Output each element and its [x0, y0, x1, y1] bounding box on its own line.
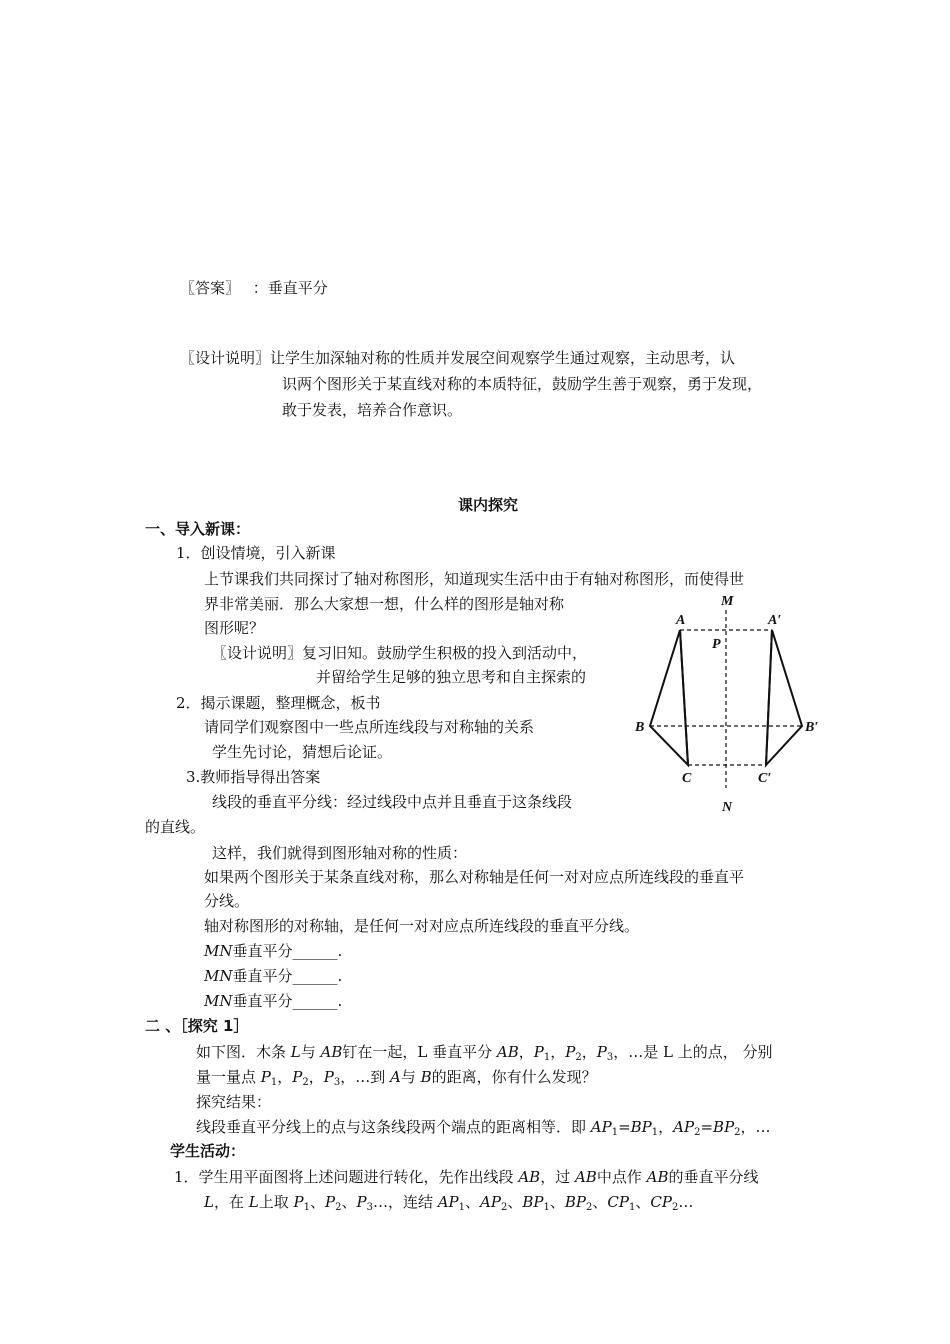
- paragraph-line: 界非常美丽．那么大家想一想，什么样的图形是轴对称: [204, 595, 565, 613]
- definition-line: 线段的垂直平分线：经过线段中点并且垂直于这条线段: [212, 793, 573, 811]
- label-c: C: [682, 771, 692, 786]
- item-3: 3.教师指导得出答案: [186, 768, 321, 786]
- design-note-line: 敢于发表，培养合作意识。: [282, 401, 463, 419]
- result-line: 线段垂直平分线上的点与这条线段两个端点的距离相等．即 $AP_1=BP_1$，$AP_2=BP_2$，…: [196, 1118, 771, 1138]
- fill-blank-line: MN垂直平分______.: [204, 942, 343, 960]
- fill-blank-line: MN垂直平分______.: [204, 967, 343, 985]
- exploration-line: 量一量点 $P_1$，$P_2$，$P_3$，…到 A与 B的距离，你有什么发现？: [196, 1068, 597, 1088]
- activity-line: 1．学生用平面图将上述问题进行转化，先作出线段 AB，过 AB中点作 AB的垂直平分线: [174, 1168, 759, 1186]
- label-b: B: [635, 720, 645, 735]
- label-a: A: [676, 613, 686, 628]
- paragraph-line: 学生先讨论，猜想后论证。: [212, 743, 393, 761]
- property-line: 分线。: [204, 892, 250, 910]
- design-note-label: 〖设计说明〗: [180, 349, 271, 367]
- exploration-line: 如下图．木条 L与 AB钉在一起，L 垂直平分 AB，$P_1$，$P_2$，$P_3$，…是 L 上的点， 分别: [196, 1043, 773, 1063]
- design-note-1: 〖设计说明〗让学生加深轴对称的性质并发展空间观察学生通过观察，主动思考，认: [180, 349, 736, 367]
- answer-text: ：垂直平分: [252, 279, 328, 297]
- definition-line: 的直线。: [145, 818, 206, 836]
- property-line: 如果两个图形关于某条直线对称，那么对称轴是任何一对对应点所连线段的垂直平: [204, 868, 745, 886]
- paragraph-line: 这样，我们就得到图形轴对称的性质：: [212, 844, 468, 862]
- label-b-prime: B′: [805, 720, 819, 735]
- fill-blank-line: MN垂直平分______.: [204, 992, 343, 1010]
- item-1: 1．创设情境，引入新课: [176, 544, 336, 562]
- property-line: 轴对称图形的对称轴，是任何一对对应点所连线段的垂直平分线。: [204, 917, 640, 935]
- part2-heading: 二 、［探究 1］: [145, 1017, 249, 1035]
- symmetry-figure: [630, 590, 830, 815]
- item-2: 2．揭示课题，整理概念，板书: [176, 694, 381, 712]
- section-title: 课内探究: [458, 496, 519, 514]
- paragraph-line: 图形呢？: [204, 619, 265, 637]
- label-n: N: [722, 800, 733, 815]
- answer-label: 〖答案〗: [180, 279, 241, 297]
- label-p: P: [712, 637, 721, 652]
- part1-heading: 一、导入新课：: [145, 520, 251, 538]
- activity-line: L，在 L上取 $P_1$、$P_2$、$P_3\dots$，连结 $AP_1$、$AP_2$、$BP_1$、$BP_2$、$CP_1$、$CP_2\dots$: [204, 1193, 694, 1213]
- label-m: M: [721, 594, 734, 609]
- activity-heading: 学生活动：: [170, 1142, 246, 1160]
- label-a-prime: A′: [768, 613, 782, 628]
- answer-line: [180, 277, 328, 299]
- triangle-abc: [650, 630, 688, 765]
- paragraph-line: 上节课我们共同探讨了轴对称图形，知道现实生活中由于有轴对称图形，而使得世: [204, 570, 745, 588]
- result-label: 探究结果：: [196, 1093, 272, 1111]
- design-note-2-line: 并留给学生足够的独立思考和自主探索的: [316, 668, 587, 686]
- label-c-prime: C′: [758, 771, 772, 786]
- design-note-2: 〖设计说明〗复习旧知。鼓励学生积极的投入到活动中，: [212, 644, 588, 662]
- paragraph-line: 请同学们观察图中一些点所连线段与对称轴的关系: [204, 718, 535, 736]
- design-note-line: 识两个图形关于某直线对称的本质特征，鼓励学生善于观察，勇于发现，: [282, 375, 763, 393]
